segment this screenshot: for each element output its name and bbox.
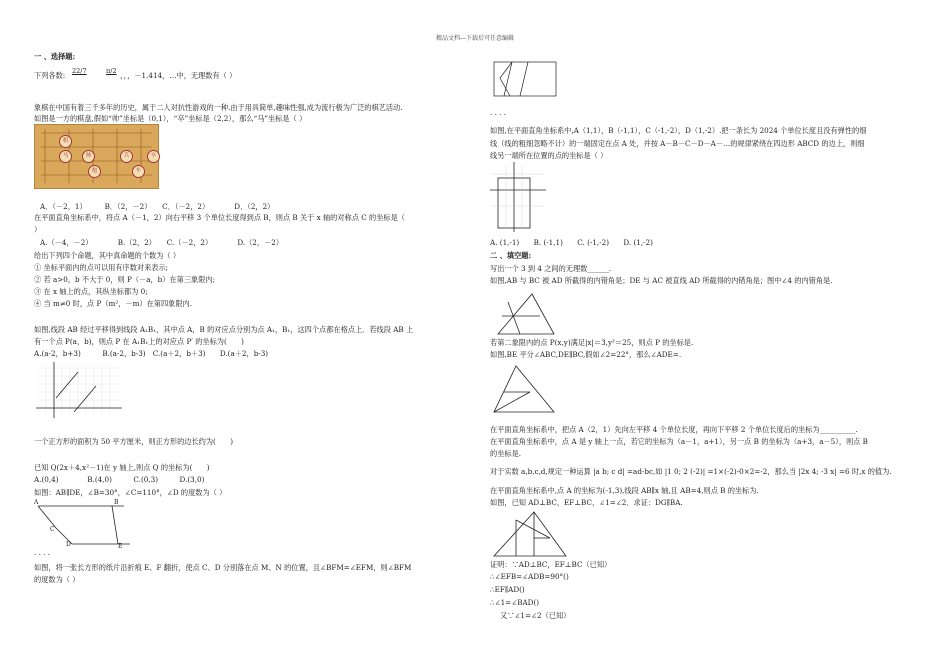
q8-label-d: D [66, 541, 71, 548]
q8-dots: . . . . [34, 548, 50, 557]
q9-line2: 的度数为（ ） [34, 575, 80, 584]
f5: 在平面直角坐标系中，把点 A（2，1）先向左平移 4 个单位长度，再向下平移 2 个单位长度后的坐标为__________. [490, 425, 858, 434]
piece-ma: 马 [59, 150, 72, 163]
chess-board-figure [34, 124, 159, 189]
section-fill-title: 二 、填空题: [490, 251, 532, 260]
q5-grid-figure [34, 362, 124, 424]
proof-1: 证明：∵AD⊥BC，EF⊥BC（已知） [490, 560, 612, 569]
f4: 如图,BE 平分∠ABC,DE∥BC,假如∠2=22°，那么∠ADE=. [490, 350, 682, 359]
q8-label-b: B [114, 499, 119, 506]
q5-line1: 如图,线段 AB 经过平移得到线段 A₁B₁，其中点 A，B 的对应点分别为点 A₁，B₁，这四个点都在格点上．若线段 AB 上 [34, 325, 414, 334]
q10-figure [488, 162, 548, 234]
q1-prefix: 下列各数: [34, 71, 66, 80]
piece-zu: 卒 [147, 150, 160, 163]
q1-suffix: ，，，－1.414，…中，无理数有（ ） [120, 71, 237, 80]
f4-figure [490, 362, 560, 414]
q1-fraction: 22/7 [72, 67, 87, 75]
q2-line1: 象棋在中国有着三千多年的历史，属于二人对抗性游戏的一种.由于用具简单,趣味性强,成为流行极为广泛的棋艺活动. [34, 103, 403, 112]
f9: 如图，已知 AD⊥BC，EF⊥BC，∠1=∠2．求证：DG∥BA. [490, 498, 683, 507]
q7: 已知 Q(2x＋4,x²－1)在 y 轴上,则点 Q 的坐标为( ) [34, 463, 210, 472]
f1: 写出一个 3 到 4 之间的无理数______. [490, 264, 612, 273]
q2-line2: 如图是一方的棋盘,假如“帅”坐标是（0,1），“卒”坐标是（2,2），那么“马”坐标是（ ） [34, 114, 307, 123]
q5-options: A.(a-2，b+3) B.(a-2，b-3) C.(a＋2，b＋3) D.(a＋2，b-3) [34, 349, 269, 358]
q10-line1: 如图,在平面直角坐标系中,A（1,1），B（-1,1），C（-1,-2），D（1,-2）.把一条长为 2024 个单位长度且没有弹性的细 [490, 126, 867, 135]
proof-3: ∴EF∥AD() [490, 585, 525, 594]
board-grid [35, 125, 158, 188]
q10-line3: 线另一端所在位置的点的坐标是（ ） [490, 151, 608, 160]
q4-p2: ② 若 a>0，b 不大于 0，则 P（－a，b）在第三象限内; [34, 275, 215, 284]
q4-p3: ③ 在 x 轴上的点，其纵坐标都为 0; [34, 287, 148, 296]
q10-line2: 线（线的粗细忽略不计）的一端固定在点 A 处，并按 A－B－C－D－A－…的规律紧绕在四边形 ABCD 的边上，则细 [490, 139, 865, 148]
proof-5: 又∵∠1=∠2（已知） [500, 611, 571, 620]
fold-figure [490, 58, 560, 100]
q10-options: A. (1,-1) B. (-1,1) C. (-1,-2) D. (1,-2) [490, 238, 653, 247]
piece-pao: 炮 [88, 165, 101, 178]
q8-figure [34, 498, 134, 548]
q7-options: A.(0,4) B.(4,0) C.(0,3) D.(3,0) [34, 475, 205, 484]
q1-pi: π/2 [106, 67, 117, 75]
q6: 一个正方形的面积为 50 平方厘米，则正方形的边长约为( ) [34, 437, 234, 446]
q4-p1: ① 坐标平面内的点可以用有序数对来表示; [34, 263, 169, 272]
q8-label-c: C [50, 526, 55, 533]
proof-4: ∴∠1=∠BAD() [490, 598, 540, 607]
q4-p4: ④ 当 m≠0 时，点 P（m²，－m）在第四象限内. [34, 299, 192, 308]
q3-line1: 在平面直角坐标系中，将点 A（－1，2）向右平移 3 个单位长度得到点 B，则点 B 关于 x 轴的对称点 C 的坐标是（ [34, 213, 405, 222]
f2: 如图,AB 与 BC 被 AD 所截得的内错角是；DE 与 AC 被直线 AD 所截得的内错角是；图中∠4 的内错角是. [490, 276, 833, 285]
q3-line2: ） [34, 225, 42, 234]
proof-2: ∴∠EFB=∠ADB=90°() [490, 572, 569, 581]
f7: 对于实数 a,b,c,d,规定一种运算 |a b; c d| =ad-bc,如 |1 0; 2 (-2)| =1×(-2)-0×2=-2，那么当 |2x 4; -3 x| =6 时,x 的值为. [490, 467, 892, 476]
section-choice-title: 一 、选择题: [34, 52, 76, 61]
q5-line2: 有一个点 P(a，b)，则点 P 在 A₁B₁上的对应点 P′ 的坐标为( ) [34, 337, 244, 346]
page-header: 精品文档---下载后可任意编辑 [435, 35, 515, 42]
f6-line1: 在平面直角坐标系中，点 A 是 y 轴上一点，若它的坐标为（a－1，a+1），另一点 B 的坐标为（a+3，a－5），则点 B [490, 437, 868, 446]
fold-dots: . . . . [490, 108, 506, 117]
piece-xiang: 相 [59, 135, 72, 148]
q4-line1: 给出下列四个命题，其中真命题的个数为（ ） [34, 251, 181, 260]
q2-options: A．（－2，1） B．（2，－2） C．（－2，2） D．（2，2） [40, 202, 275, 211]
f6-line2: 的坐标是. [490, 449, 522, 458]
q8-label-e: E [118, 543, 123, 550]
q9-line1: 如图，将一张长方形的纸片沿折痕 E、F 翻折，使点 C、D 分别落在点 M、N 的位置，且∠BFM=∠EFM，则∠BFM [34, 563, 412, 572]
q8-label-a: A [34, 499, 39, 506]
q3-options: A.（－4，－2） B.（2，2） C.（－2，2） D.（2，－2） [40, 238, 284, 247]
piece-shuai: 帅 [82, 150, 95, 163]
f9-figure [490, 508, 570, 558]
f2-figure [490, 290, 560, 336]
piece-che: 车 [132, 165, 145, 178]
f8: 在平面直角坐标系中,点 A 的坐标为(-1,3),线段 AB∥x 轴,且 AB=4,则点 B 的坐标为. [490, 486, 759, 495]
f3: 若第二象限内的点 P(x,y)满足|x|＝3,y²＝25，则点 P 的坐标是. [490, 338, 694, 347]
q8: 如图：AB∥DE，∠B=30°，∠C=110°，∠D 的度数为（ ） [34, 488, 227, 497]
piece-bing: 兵 [120, 150, 133, 163]
